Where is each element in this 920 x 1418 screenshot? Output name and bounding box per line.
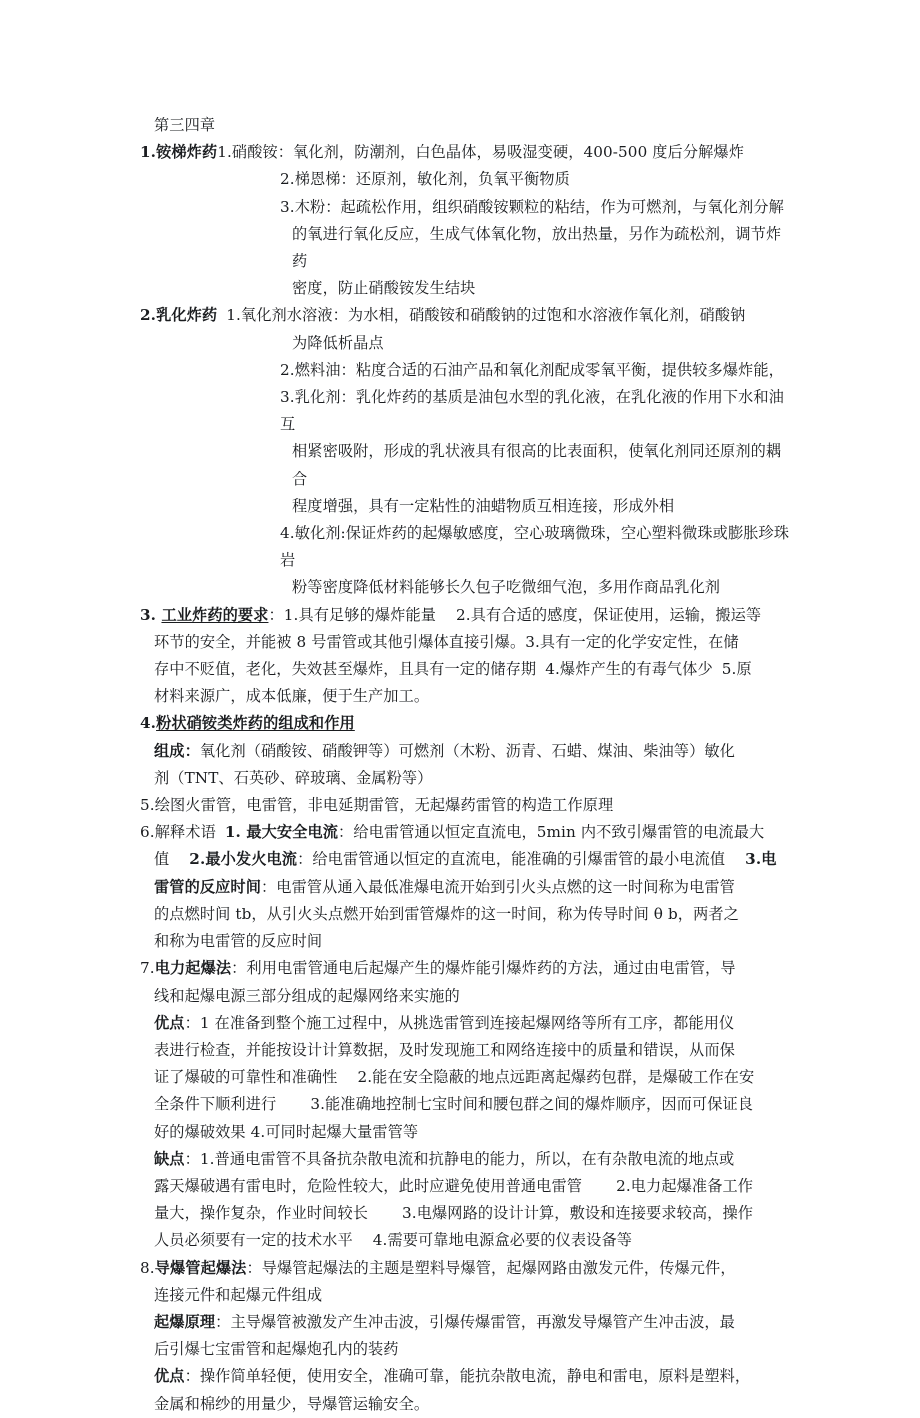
item-3-line-4 (154, 683, 795, 710)
item-2-text-2: 为降低析晶点 (292, 333, 384, 352)
section-item-7 (140, 955, 795, 1254)
item-7-adv-line-5 (154, 1119, 795, 1146)
item-7-line-1 (140, 955, 795, 982)
item-7-adv-line-2 (154, 1037, 795, 1064)
item-4-heading: 粉状硝铵类炸药的组成和作用 (156, 714, 355, 733)
item-6-term-1-label: 1. (224, 823, 247, 842)
item-1-text-3: 3.木粉：起疏松作用，组织硝酸铵颗粒的粘结，作为可燃剂，与氧化剂分解 (280, 197, 784, 216)
item-7-adv-line-1 (154, 1010, 795, 1037)
section-item-4 (140, 710, 795, 792)
item-4-sub-label: 组成： (154, 741, 200, 760)
item-8-adv-line-1 (154, 1363, 795, 1390)
item-7-adv-1: ：1 在准备到整个施工过程中，从挑选雷管到连接起爆网络等所有工序，都能用仪 (184, 1013, 735, 1032)
item-7-adv-7: 好的爆破效果 4.可同时起爆大量雷管等 (154, 1122, 419, 1141)
section-item-6 (140, 819, 795, 955)
item-8-adv-1: ：操作简单轻便，使用安全，准确可靠，能抗杂散电流，静电和雷电，原料是塑料， (184, 1367, 751, 1386)
section-item-2 (140, 302, 795, 601)
item-8-principle-1: ：主导爆管被激发产生冲击波，引爆传爆雷管，再激发导爆管产生冲击波，最 (215, 1312, 735, 1331)
item-2-text-8: 粉等密度降低材料能够长久包子吃微细气泡，多用作商品乳化剂 (292, 578, 721, 597)
item-6-text-val: 值 (154, 850, 170, 869)
item-2-text-4: 3.乳化剂：乳化炸药的基质是油包水型的乳化液，在乳化液的作用下水和油互 (280, 388, 784, 434)
item-2-text-5: 相紧密吸附，形成的乳状液具有很高的比表面积，使氧化剂同还原剂的耦合 (292, 442, 782, 488)
item-7-heading: 电力起爆法 (154, 959, 232, 978)
item-7-dis-4: 量大，操作复杂，作业时间较长 (154, 1204, 369, 1223)
item-8-intro-2: 连接元件和起爆元件组成 (154, 1285, 323, 1304)
document-page (140, 112, 795, 1418)
item-7-intro-1: ：利用电雷管通电后起爆产生的爆炸能引爆炸药的方法，通过由电雷管，导 (231, 959, 736, 978)
item-1-text-5: 密度，防止硝酸铵发生结块 (292, 279, 476, 298)
item-2-number: 2. (140, 306, 157, 325)
section-item-1 (140, 139, 795, 302)
item-1-text-1: 1.硝酸铵：氧化剂，防潮剂，白色晶体，易吸湿变硬，400-500 度后分解爆炸 (217, 143, 744, 162)
item-3-line-2 (154, 629, 795, 656)
item-2-line-1 (140, 302, 795, 329)
item-8-intro-1: ：导爆管起爆法的主题是塑料导爆管，起爆网路由激发元件，传爆元件， (246, 1258, 736, 1277)
item-7-line-2 (154, 983, 795, 1010)
item-3-line-3 (154, 656, 795, 683)
item-8-line-1 (140, 1255, 795, 1282)
item-4-text-1: 氧化剂（硝酸铵、硝酸钾等）可燃剂（木粉、沥青、石蜡、煤油、柴油等）敏化 (199, 741, 735, 760)
item-8-adv-line-2 (154, 1391, 795, 1418)
item-3-text-1: ：1.具有足够的爆炸能量 (268, 605, 437, 624)
item-7-number: 7. (140, 959, 155, 978)
item-1-line-3 (280, 194, 795, 221)
section-item-5 (140, 792, 795, 819)
item-3-heading: 工业炸药的要求 (161, 605, 269, 624)
item-6-number: 6. (140, 823, 155, 842)
item-4-line-2 (154, 738, 795, 765)
item-6-line-5 (154, 928, 795, 955)
item-7-adv-3: 证了爆破的可靠性和准确性 (154, 1068, 338, 1087)
item-7-adv-6: 3.能准确地控制七宝时间和腰包群之间的爆炸顺序，因而可保证良 (310, 1095, 754, 1114)
item-7-dis-2: 露天爆破遇有雷电时，危险性较大，此时应避免使用普通电雷管 (154, 1176, 583, 1195)
item-8-advantages-label: 优点 (154, 1367, 185, 1386)
item-1-line-4 (292, 221, 795, 275)
item-7-adv-5: 全条件下顺利进行 (154, 1095, 277, 1114)
item-3-text-6: 5.原 (721, 660, 752, 679)
item-8-line-2 (154, 1282, 795, 1309)
item-2-line-4 (280, 384, 795, 438)
item-4-number: 4. (140, 714, 157, 733)
item-1-line-2 (280, 166, 795, 193)
item-7-dis-1: ：1.普通电雷管不具备抗杂散电流和抗静电的能力，所以，在有杂散电流的地点或 (184, 1149, 735, 1168)
item-2-line-8 (292, 574, 795, 601)
item-7-disadvantages-label: 缺点 (154, 1149, 185, 1168)
item-6-heading: 解释术语 (154, 823, 216, 842)
item-7-advantages-label: 优点 (154, 1013, 185, 1032)
item-7-dis-6: 人员必须要有一定的技术水平 (154, 1231, 353, 1250)
item-7-dis-5: 3.电爆网路的设计计算，敷设和连接要求较高，操作 (402, 1204, 754, 1223)
item-7-dis-3: 2.电力起爆准备工作 (616, 1176, 754, 1195)
item-1-line-1 (140, 139, 795, 166)
item-2-line-2 (292, 330, 795, 357)
item-8-principle-line-2 (154, 1336, 795, 1363)
item-1-text-4: 的氧进行氧化反应，生成气体氧化物，放出热量，另作为疏松剂，调节炸药 (292, 224, 782, 271)
item-6-term-3: 雷管的反应时间 (154, 877, 262, 896)
item-6-term-2: 最小发火电流 (205, 850, 298, 869)
item-2-text-6: 程度增强，具有一定粘性的油蜡物质互相连接，形成外相 (292, 496, 675, 515)
item-2-heading: 乳化炸药 (156, 306, 218, 325)
item-7-adv-line-4 (154, 1091, 795, 1118)
item-6-term-3-label: 3.电 (745, 850, 777, 869)
item-6-term-3-def-1: ：电雷管从通入最低准爆电流开始到引火头点燃的这一时间称为电雷管 (261, 877, 735, 896)
item-8-adv-2: 金属和棉纱的用量少，导爆管运输安全。 (154, 1394, 430, 1413)
item-3-text-4: 存中不贬值，老化，失效甚至爆炸，且具有一定的储存期 (154, 660, 537, 679)
item-8-heading: 导爆管起爆法 (154, 1258, 247, 1277)
item-1-heading: 铵梯炸药 (156, 143, 218, 162)
item-4-text-2: 剂（TNT、石英砂、碎玻璃、金属粉等） (154, 768, 433, 787)
item-6-term-1: 最大安全电流 (246, 823, 339, 842)
item-5-text-1: 绘图火雷管，电雷管，非电延期雷管，无起爆药雷管的构造工作原理 (154, 796, 614, 815)
item-3-text-3: 环节的安全，并能被 8 号雷管或其他引爆体直接引爆。3.具有一定的化学安定性，在储 (154, 632, 739, 651)
item-7-adv-2: 表进行检查，并能按设计计算数据，及时发现施工和网络连接中的质量和错误，从而保 (154, 1040, 735, 1059)
item-6-term-3-def-2: 的点燃时间 tb，从引火头点燃开始到雷管爆炸的这一时间，称为传导时间 θ b，两者之 (154, 904, 739, 923)
item-7-dis-line-4 (154, 1227, 795, 1254)
item-1-text-2: 2.梯恩梯：还原剂，敏化剂，负氧平衡物质 (280, 170, 570, 189)
item-3-text-7: 材料来源广，成本低廉，便于生产加工。 (154, 687, 430, 706)
item-8-principle-label: 起爆原理 (154, 1312, 216, 1331)
item-6-line-3 (154, 874, 795, 901)
item-2-line-5 (292, 438, 795, 492)
item-3-text-2: 2.具有合适的感度，保证使用，运输，搬运等 (456, 605, 762, 624)
item-1-line-5 (292, 275, 795, 302)
chapter-heading-text: 第三四章 (154, 116, 216, 134)
item-1-number: 1. (140, 143, 157, 162)
item-6-line-1 (140, 819, 795, 846)
item-7-intro-2: 线和起爆电源三部分组成的起爆网络来实施的 (154, 986, 460, 1005)
item-7-dis-line-1 (154, 1146, 795, 1173)
section-item-8 (140, 1255, 795, 1418)
item-7-dis-line-2 (154, 1173, 795, 1200)
item-6-term-2-label: 2. (189, 850, 206, 869)
item-8-number: 8. (140, 1258, 155, 1277)
item-7-dis-7: 4.需要可靠地电源盒必要的仪表设备等 (372, 1231, 633, 1250)
item-2-text-7: 4.敏化剂:保证炸药的起爆敏感度，空心玻璃微珠，空心塑料微珠或膨胀珍珠岩 (280, 524, 790, 570)
item-7-adv-line-3 (154, 1064, 795, 1091)
item-2-line-3 (280, 357, 795, 384)
item-5-number: 5. (140, 796, 155, 815)
item-6-term-3-def-3: 和称为电雷管的反应时间 (154, 932, 323, 951)
item-4-line-3 (154, 765, 795, 792)
item-3-number: 3. (140, 605, 162, 624)
item-8-principle-2: 后引爆七宝雷管和起爆炮孔内的装药 (154, 1340, 399, 1359)
item-7-dis-line-3 (154, 1200, 795, 1227)
item-5-line-1 (140, 792, 795, 819)
item-3-text-5: 4.爆炸产生的有毒气体少 (545, 660, 713, 679)
section-item-3 (140, 602, 795, 711)
item-2-line-7 (280, 520, 795, 574)
item-6-term-1-def: ：给电雷管通以恒定直流电，5min 内不致引爆雷管的电流最大 (338, 823, 765, 842)
item-7-adv-4: 2.能在安全隐蔽的地点远距离起爆药包群，是爆破工作在安 (357, 1068, 755, 1087)
item-2-text-1: 1.氧化剂水溶液：为水相，硝酸铵和硝酸钠的过饱和水溶液作氧化剂，硝酸钠 (226, 306, 746, 325)
item-6-line-4 (154, 901, 795, 928)
chapter-heading (154, 112, 795, 139)
item-6-line-2 (154, 846, 795, 873)
item-6-term-2-def: ：给电雷管通以恒定的直流电，能准确的引爆雷管的最小电流值 (297, 850, 726, 869)
item-8-principle-line-1 (154, 1309, 795, 1336)
item-4-line-1 (140, 710, 795, 737)
item-2-text-3: 2.燃料油：粘度合适的石油产品和氧化剂配成零氧平衡，提供较多爆炸能， (280, 360, 784, 379)
item-3-line-1 (140, 602, 795, 629)
item-2-line-6 (292, 493, 795, 520)
